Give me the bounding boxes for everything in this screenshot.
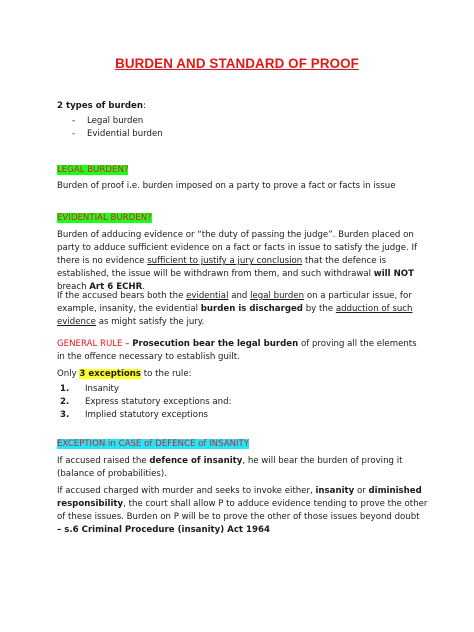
evidential-paragraph-2: If the accused bears both the evidential and legal burden on a particular issue, for example, insanity, the evidential burden is discharged by the adduction of such evidence as might satisfy the jury.	[57, 291, 413, 328]
legal-burden-heading: LEGAL BURDEN?	[57, 165, 129, 175]
list-number: 2.	[60, 397, 70, 407]
exception-item-implied: Implied statutory exceptions	[85, 410, 208, 420]
insanity-paragraph-1: If accused raised the defence of insanity, he will bear the burden of proving it (balance of probabilities).	[57, 456, 403, 480]
list-number: 3.	[60, 410, 70, 420]
page-title: BURDEN AND STANDARD OF PROOF	[115, 56, 359, 71]
insanity-heading: EXCEPTION in CASE of DEFENCE of INSANITY	[57, 439, 250, 449]
insanity-paragraph-2: If accused charged with murder and seeks to invoke either, insanity or diminished responsibility, the court shall allow P to adduce evidence tending to prove the other of these issues. Burden on P will be to prove the other of those issues beyond doubt – s.6 Criminal Procedure (insanity) Act 1964	[57, 486, 428, 536]
legal-burden-text: Burden of proof i.e. burden imposed on a party to prove a fact or facts in issue	[57, 181, 396, 191]
list-number: 1.	[60, 384, 70, 394]
evidential-burden-heading: EVIDENTIAL BURDEN?	[57, 213, 152, 223]
exception-item-express: Express statutory exceptions and:	[85, 397, 232, 407]
list-bullet: -	[72, 116, 76, 126]
list-item-legal-burden: Legal burden	[87, 116, 144, 126]
list-bullet: -	[72, 129, 76, 139]
list-item-evidential-burden: Evidential burden	[87, 129, 163, 139]
general-rule-paragraph: GENERAL RULE – Prosecution bear the legal burden of proving all the elements in the offence necessary to establish guilt.	[57, 339, 417, 363]
exceptions-intro: Only 3 exceptions to the rule:	[57, 369, 192, 379]
types-heading: 2 types of burden:	[57, 101, 146, 111]
evidential-paragraph-1: Burden of adducing evidence or “the duty of passing the judge”. Burden placed on party to adduce sufficient evidence on a fact or facts in issue to satisfy the judge. If there is no evidence sufficient to justify a jury conclusion that the defence is established, the issue will be withdrawn from them, and such withdrawal will NOT breach Art 6 ECHR.	[57, 230, 418, 293]
exception-item-insanity: Insanity	[85, 384, 120, 394]
